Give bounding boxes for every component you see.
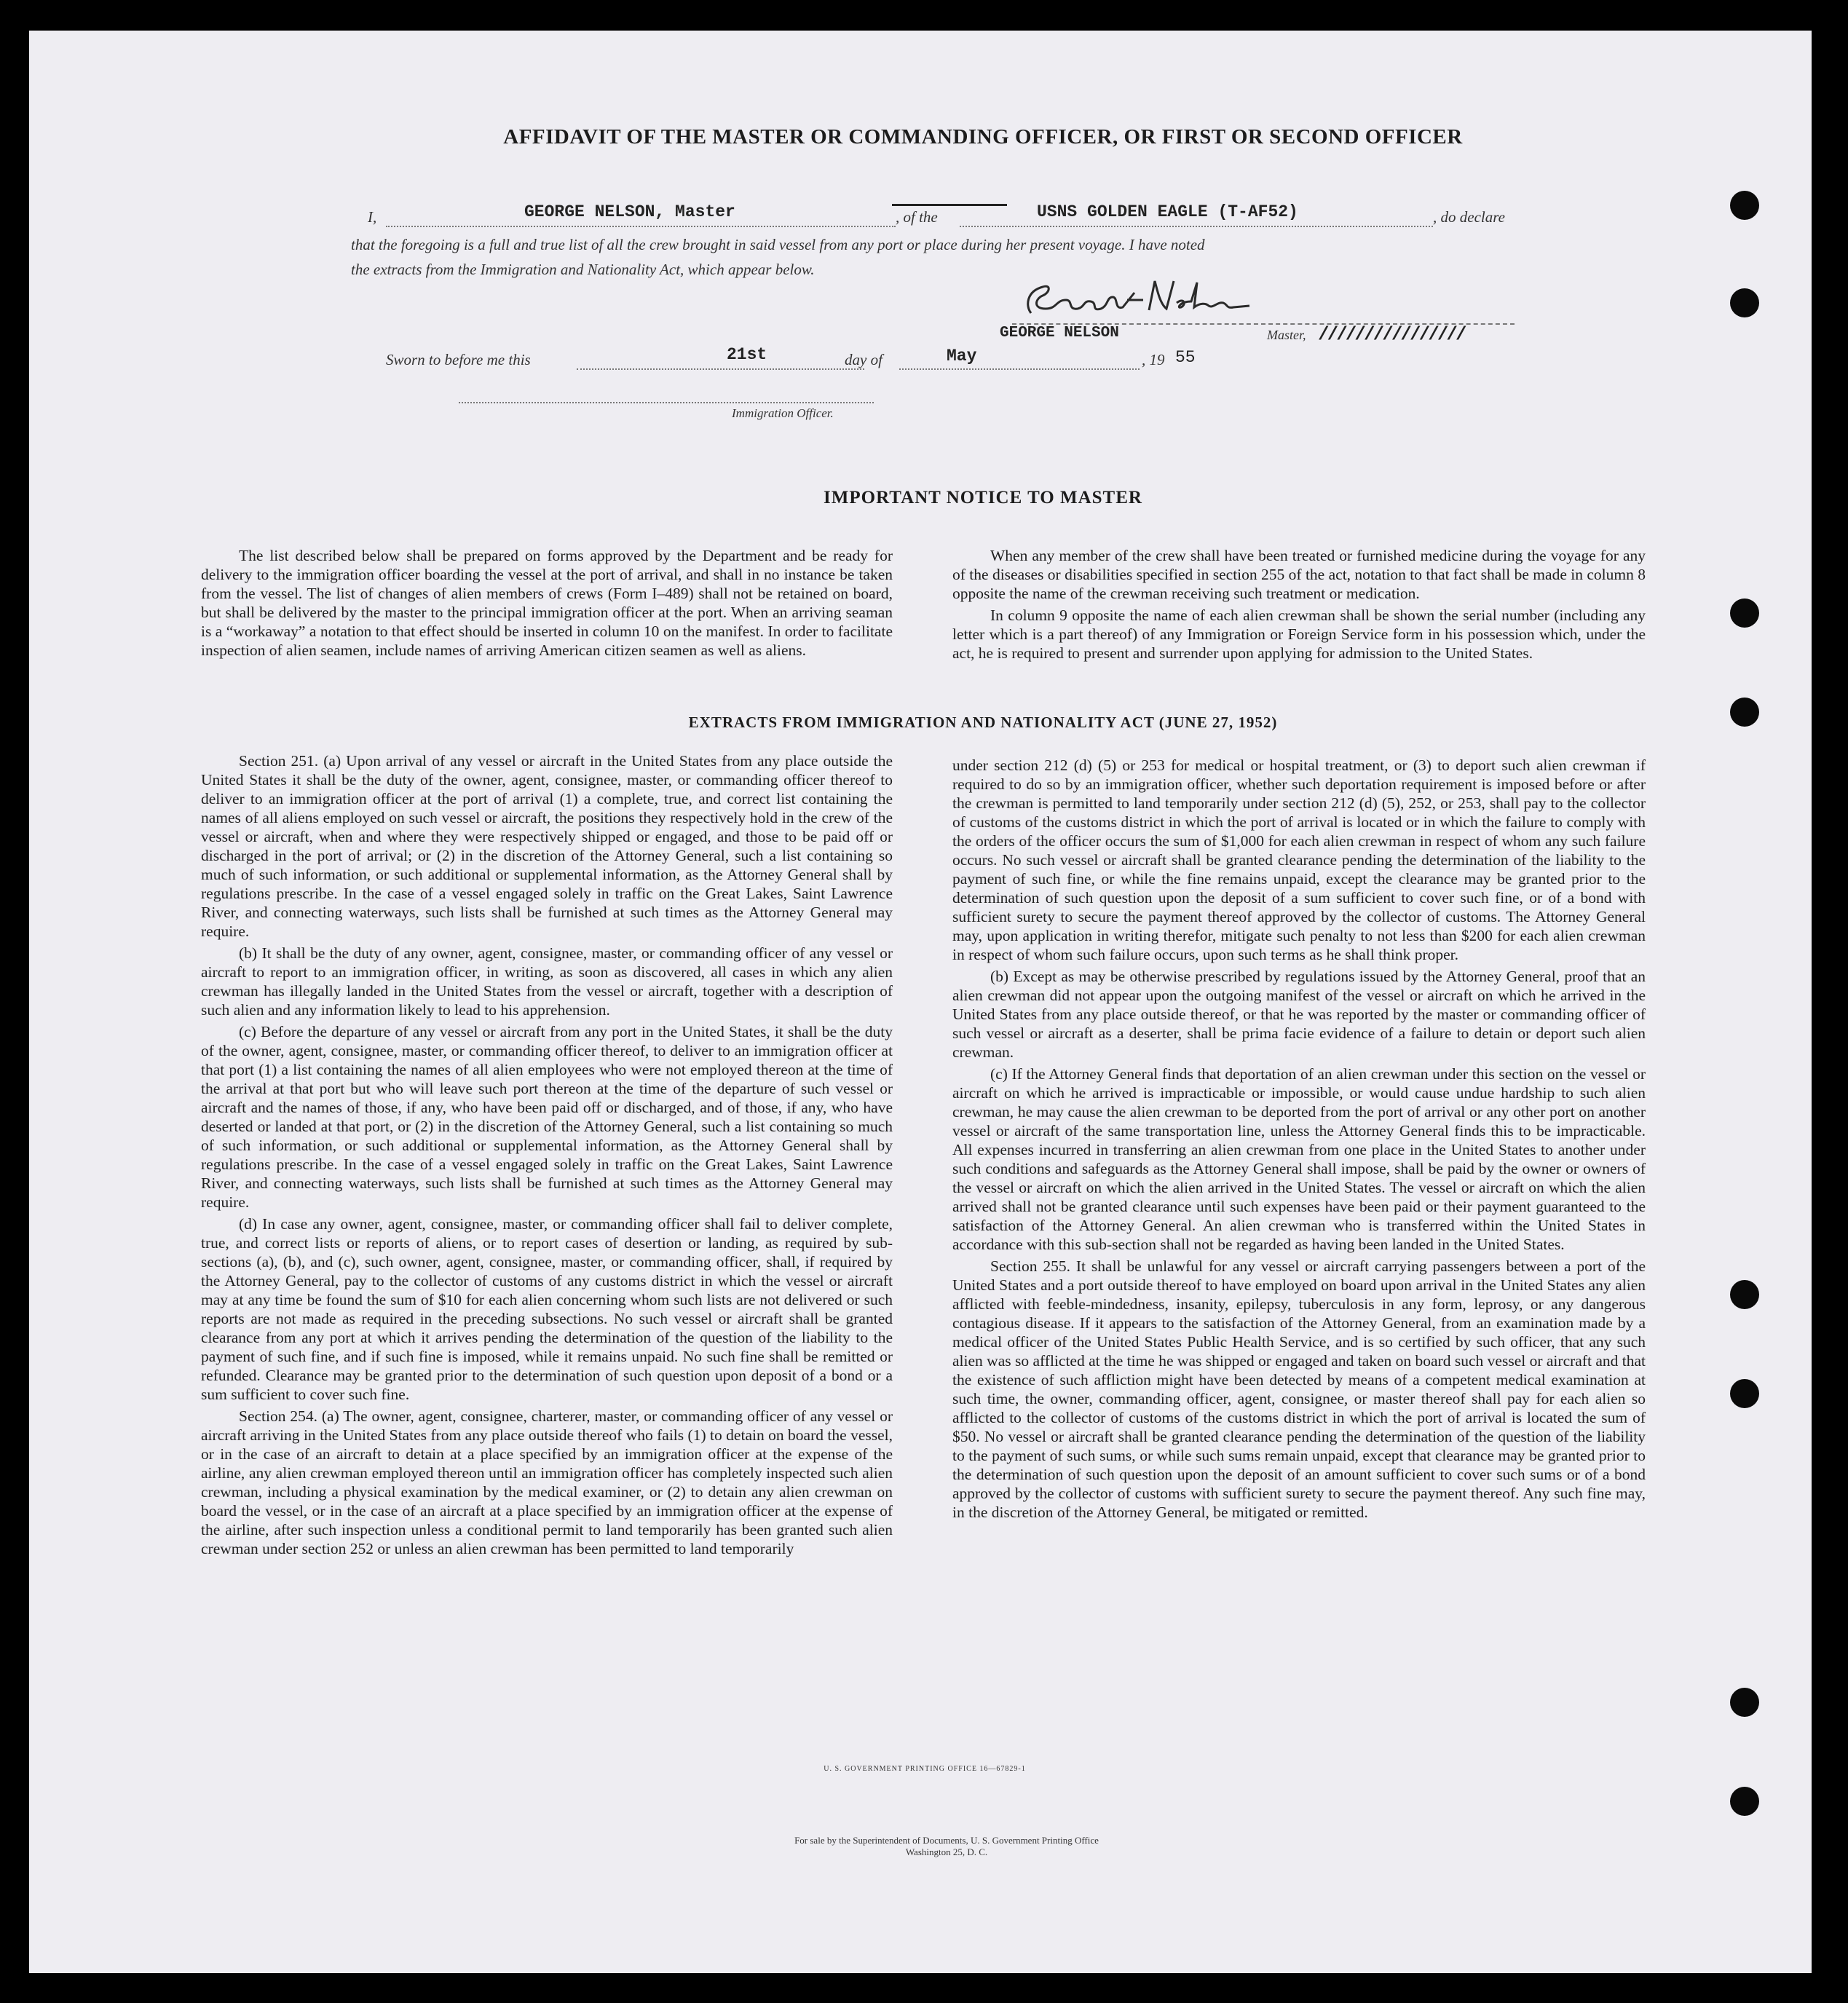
punch-hole [1730,288,1759,317]
vessel-line [960,226,1433,227]
i-label: I, [368,208,377,226]
punch-hole [1730,1787,1759,1816]
punch-hole [1730,1379,1759,1408]
notice-right [952,546,1646,663]
day-of-label: day of [845,351,882,368]
do-declare-label: , do declare [1433,208,1505,226]
punch-hole [1730,598,1759,628]
month-value: May [947,347,977,366]
declaration-line-1: that the foregoing is a full and true list of all the crew brought in said vessel from any port or place during her present voyage. I have noted [351,236,1205,253]
notice-left [201,546,893,660]
sworn-label: Sworn to before me this [386,351,531,368]
officer-label: Immigration Officer. [732,406,834,420]
name-value: GEORGE NELSON, Master [524,202,735,221]
signature-image [1005,271,1252,329]
sale-notice-line-1: For sale by the Superintendent of Documents, U. S. Government Printing Office [794,1835,1099,1846]
section-254-a: Section 254. (a) The owner, agent, consignee, charterer, master, or commanding officer of any vessel or aircraft arriving in the United States from any place outside thereof who fails (1) to detain on board the vessel, or in the case of an aircraft to detain at a place specified by an immigration officer at the expense of the airline, any alien crewman employed thereon until an immigration officer has completely inspected such alien crewman, including a physical examination by the medical examiner, or (2) to detain any alien crewman on board the vessel, or in the case of an aircraft at a place specified by an immigration officer at the expense of the airline, after such inspection unless a conditional permit to land temporarily has been granted such alien crewman under section 252 or unless an alien crewman has been permitted to land temporarily [201,1407,893,1557]
punch-hole [1730,191,1759,220]
year-prefix: , 19 [1142,351,1165,368]
extracts-left-column [201,751,893,1558]
punch-hole [1730,698,1759,727]
declaration-line-2: the extracts from the Immigration and Nationality Act, which appear below. [351,261,815,278]
name-line [386,226,896,227]
signature [1005,271,1252,329]
notice-right-paragraph-1: When any member of the crew shall have been treated or furnished medicine during the voyage for any of the diseases or disabilities specified in section 255 of the act, notation to that fact shall be made in column 8 opposite the name of the crewman receiving such treatment or medication. [952,547,1646,602]
notice-right-paragraph-2: In column 9 opposite the name of each alien crewman shall be shown the serial number (including any letter which is a part thereof) of any Immigration or Foreign Service form in his possession which, under the act, he is required to present and surrender upon applying for admission to the United States. [952,607,1646,662]
punch-hole [1730,1280,1759,1309]
section-254-a-continued: under section 212 (d) (5) or 253 for medical or hospital treatment, or (3) to deport such alien crewman if required to do so by an immigration officer, whether such deportation requirement is imposed before or after the crewman is permitted to land temporarily under section 212 (d) (5), 252, or 253, shall pay to the collector of customs of the customs district in which the port of arrival is located or in which the failure to comply with the orders of the officer occurs the sum of $1,000 for each alien crewman in respect of whom any such failure occurs. No such vessel or aircraft shall be granted clearance pending the determination of the liability to the payment of such fine, or while the fine remains unpaid, except the clearance may be granted prior to the determination of such question upon the deposit of a sum sufficient to cover such fine, or of a bond with sufficient surety to secure the payment thereof approved by the collector of customs. The Attorney General may, upon application in writing therefor, mitigate such penalty to not less than $200 for each alien crewman in respect of whom such failure occurs, upon such terms as he shall think proper. [952,756,1646,963]
month-line [899,368,1140,370]
year-value: 55 [1175,348,1196,367]
day-value: 21st [727,345,767,364]
section-255: Section 255. It shall be unlawful for any vessel or aircraft carrying passengers between a port of the United States and a port outside thereof to have employed on board upon arrival in the United States any alien afflicted with feeble-mindedness, insanity, epilepsy, tuberculosis in any form, leprosy, or any dangerous contagious disease. If it appears to the satisfaction of the Attorney General, from an examination made by a medical officer of the United States Public Health Service, and is so certified by such officer, that any such alien was so afflicted at the time he was shipped or engaged and taken on board such vessel or aircraft and that the existence of such affliction might have been detected by means of a competent medical examination at such time, the owner, commanding officer, agent, consignee, or master thereof shall pay for each alien so afflicted to the collector of customs of the customs district in which the port of arrival is located the sum of $50. No vessel or aircraft shall be granted clearance pending the determination of the question of the liability to the payment of such sums, or while such sums remain unpaid, except that clearance may be granted prior to the determination of such question upon the deposit of an amount sufficient to cover such sums or of a bond approved by the collector of customs with sufficient surety to secure the payment thereof. Any such fine may, in the discretion of the Attorney General, be mitigated or remitted. [952,1257,1646,1521]
master-label: Master, [1267,328,1306,342]
day-line [577,368,864,370]
officer-signature-line [459,402,874,403]
document-page [29,31,1812,1973]
notice-left-paragraph: The list described below shall be prepared on forms approved by the Department and be ready for delivery to the immigration officer boarding the vessel at the port of arrival, and shall in no instance be taken from the vessel. The list of changes of alien members of crews (Form I–489) shall not be retained on board, but shall be delivered by the master to the principal immigration officer at the port. When an arriving seaman is a “workaway” a notation to that effect should be inserted in column 10 on the manifest. In order to facilitate inspection of alien seamen, include names of arriving American citizen seamen as well as aliens. [201,547,893,659]
notice-title: IMPORTANT NOTICE TO MASTER [824,488,1142,507]
section-254-c: (c) If the Attorney General finds that deportation of an alien crewman under this section on the vessel or aircraft on which he arrived is impracticable or impossible, or would cause undue hardship to such alien crewman, he may cause the alien crewman to be deported from the port of arrival or any other port on another vessel or aircraft of the same transportation line, unless the Attorney General finds this to be impracticable. All expenses incurred in transferring an alien crewman from one place in the United States to another under such conditions and safeguards as the Attorney General shall impose, shall be paid by the owner or owners of the vessel or aircraft on which the alien arrived in the United States. The vessel or aircraft on which the alien arrived shall not be granted clearance until such expenses have been paid or their payment guaranteed to the satisfaction of the Attorney General. An alien crewman who is transferred within the United States in accordance with this sub-section shall not be regarded as having been landed in the United States. [952,1065,1646,1253]
extracts-title: EXTRACTS FROM IMMIGRATION AND NATIONALITY ACT (JUNE 27, 1952) [688,714,1278,731]
master-strikethrough: //////////////// [1318,323,1465,344]
signature-line [1012,323,1515,325]
affidavit-title: AFFIDAVIT OF THE MASTER OR COMMANDING OFFICER, OR FIRST OR SECOND OFFICER [503,125,1463,149]
sale-notice-line-2: Washington 25, D. C. [905,1846,988,1857]
section-251-c: (c) Before the departure of any vessel or aircraft from any port in the United States, it shall be the duty of the owner, agent, consignee, master, or commanding officer thereof, to deliver to an immigration officer at that port (1) a list containing the names of all alien employees who were not employed thereon at the time of the arrival at that port but who will leave such port thereon at the time of the departure of such vessel or aircraft and the names of those, if any, who have been paid off or discharged, and of those, if any, who have deserted or landed at that port, or (2) in the discretion of the Attorney General, such a list containing so much of such information, or such additional or supplemental information, as the Attorney General shall by regulations prescribe. In the case of a vessel engaged solely in traffic on the Great Lakes, Saint Lawrence River, and connecting waterways, such lists shall be furnished at such times as the Attorney General may require. [201,1023,893,1211]
title-rule [892,204,1007,206]
section-254-b: (b) Except as may be otherwise prescribed by regulations issued by the Attorney General, proof that an alien crewman did not appear upon the outgoing manifest of the vessel or aircraft on which he arrived in the United States from any place outside thereof, or that he was reported by the master or commanding officer of such vessel or aircraft as a deserter, shall be prima facie evidence of a failure to detain or deport such alien crewman. [952,968,1646,1061]
punch-hole [1730,1688,1759,1717]
vessel-value: USNS GOLDEN EAGLE (T-AF52) [1037,202,1298,221]
section-251-a: Section 251. (a) Upon arrival of any vessel or aircraft in the United States from any place outside the United States it shall be the duty of the owner, agent, consignee, master, or commanding officer thereof to deliver to an immigration officer at the port of arrival (1) a complete, true, and correct list containing the names of all aliens employed on such vessel or aircraft, the positions they respectively hold in the crew of the vessel or aircraft, when and where they were respectively shipped or engaged, and those to be paid off or discharged in the port of arrival; or (2) in the discretion of the Attorney General, such a list containing so much of such information, or such additional or supplemental information, as the Attorney General shall by regulations prescribe. In the case of a vessel engaged solely in traffic on the Great Lakes, Saint Lawrence River, and connecting waterways, such lists shall be furnished at such times as the Attorney General may require. [201,752,893,940]
section-251-b: (b) It shall be the duty of any owner, agent, consignee, master, or commanding officer of any vessel or aircraft to report to an immigration officer, in writing, as soon as discovered, all cases in which any alien crewman has illegally landed in the United States from the vessel or aircraft, together with a description of such alien and any information likely to lead to his apprehension. [201,944,893,1019]
of-the-label: , of the [896,208,938,226]
section-251-d: (d) In case any owner, agent, consignee, master, or commanding officer shall fail to deliver complete, true, and correct lists or reports of aliens, or to report cases of desertion or landing, as required by sub-sections (a), (b), and (c), such owner, agent, consignee, master, or commanding officer, shall, if required by the Attorney General, pay to the collector of customs of any customs district in which the vessel or aircraft may at any time be found the sum of $10 for each alien concerning whom such lists are not delivered or such reports are not made as required in the preceding subsections. No such vessel or aircraft shall be granted clearance from any port at which it arrives pending the determination of the question of the liability to the payment of such fine, and if such fine is imposed, while it remains unpaid. No such fine shall be remitted or refunded. Clearance may be granted prior to the determination of such question upon deposit of a bond or a sum sufficient to cover such fine. [201,1215,893,1403]
signature-typed-name: GEORGE NELSON [1000,325,1119,341]
extracts-right-column [952,756,1646,1522]
printing-office-code: U. S. GOVERNMENT PRINTING OFFICE 16—67829-1 [824,1765,1026,1773]
